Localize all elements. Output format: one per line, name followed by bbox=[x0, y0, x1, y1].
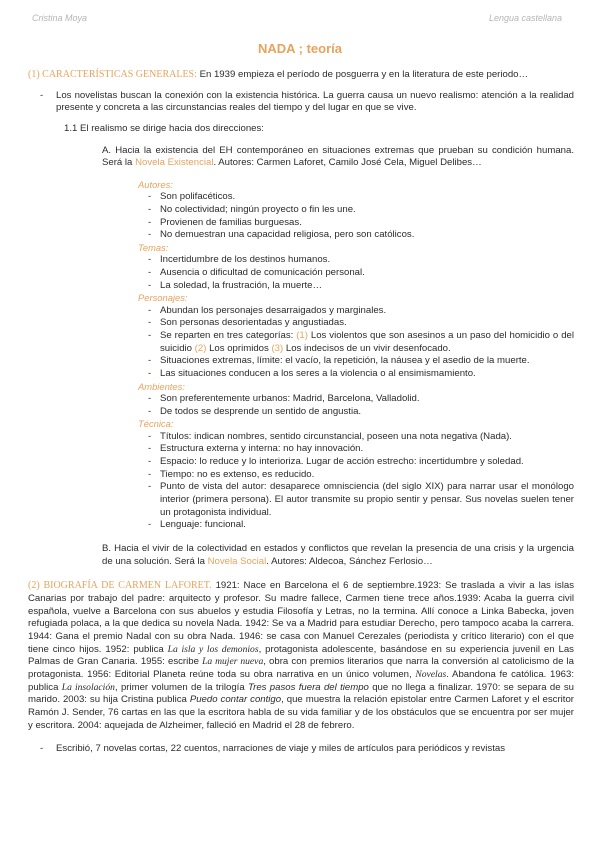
ambientes-item: De todos se desprende un sentido de angustia. bbox=[160, 405, 362, 417]
tecnica-item: Estructura externa y interna: no hay innovación. bbox=[160, 443, 364, 455]
ambientes-list bbox=[138, 393, 574, 418]
personajes-list bbox=[138, 305, 574, 381]
work-title: La isla y los demonios bbox=[167, 643, 259, 655]
list-item: - No demuestran una capacidad religiosa, pero son católicos. bbox=[138, 229, 574, 242]
page-title: NADA ; teoría bbox=[257, 41, 343, 56]
direction-b-text: B. Hacia el vivir de la colectividad en estados y conflictos que revelan la presencia de una crisis y la urgencia de una solución. Será la bbox=[102, 543, 574, 567]
list-item: - Se reparten en tres categorías: (1) Los violentos que son asesinos a un paso del homicidio o del suicidio (2) Los oprimidos (3) Los indecisos de un vivir desenfocado. bbox=[148, 330, 574, 354]
subheading-1-1: 1.1 El realismo se dirige hacia dos direcciones: bbox=[64, 122, 264, 134]
tecnica-item: Tiempo: no es extenso, es reducido. bbox=[160, 468, 315, 480]
autores-item: No colectividad; ningún proyecto o fin les une. bbox=[160, 204, 356, 215]
section2-bullet: Escribió, 7 novelas cortas, 22 cuentos, narraciones de viaje y miles de artículos para periódicos y revistas bbox=[56, 743, 505, 755]
list-item: - Situaciones extremas, límite: el vacío, la repetición, la náusea y el asedio de la muerte. bbox=[138, 355, 574, 368]
document-body bbox=[28, 68, 574, 756]
direction-a bbox=[102, 145, 574, 170]
personajes-item: Abundan los personajes desarraigados y marginales. bbox=[160, 304, 387, 316]
list-item bbox=[28, 743, 574, 756]
work-title: Novelas bbox=[415, 668, 447, 680]
list-item: - Títulos: indican nombres, sentido circunstancial, poseen una nota negativa (Nada). bbox=[138, 431, 574, 444]
header-subject: Lengua castellana bbox=[488, 13, 562, 23]
direction-b-authors: . Autores: Aldecoa, Sánchez Ferlosio… bbox=[266, 555, 433, 567]
list-item: - Son preferentemente urbanos: Madrid, Barcelona, Valladolid. bbox=[138, 393, 574, 406]
section2-biography: (2) BIOGRAFÍA DE CARMEN LAFORET. 1921: Nace en Barcelona el 6 de septiembre.1923: Se traslada a vivir a las islas Canarias por trabajo del padre: arquitecto y profesor. Su madre fallece, Carmen tiene trece años.1939: Acaba la guerra civil española, vuelve a Barcelona con sus abuelos y estudia Filosofía y Letras, no la termina. Allí conoce a Linka Babecka, joven refugiada polaca, a la que dedica su novela Nada. 1942: Se va a Madrid para estudiar Derecho, pero tampoco acaba la carrera. 1944: Gana el premio Nadal con su obra Nada. 1946: se casa con Manuel Cerezales (periodista y crítico literario) con el que tiene cinco hijos. 1952: publica La isla y los demonios, protagonista adolescente, basándose en su experiencia juvenil en Las Palmas de Gran Canaria. 1955: escribe La mujer nueva, obra con premios literarios que narra la conversión al catolicismo de la protagonista. 1956: Editorial Planeta reúne toda su obra narrativa en un único volumen, Novelas. Abandona fe católica. 1963: publica La insolación, primer volumen de la trilogía Tres pasos fuera del tiempo que no llega a finalizar. 1970: se separa de su marido. 2003: su hija Cristina publica Puedo contar contigo, que muestra la relación epistolar entre Carmen Laforet y el escritor Ramón J. Sender, 76 cartas en las que la escritora habla de su vida familiar y de los obstáculos que se encuentra por ser mujer y escritora. 2004: aquejada de Alzheimer, falleció en Madrid el 28 de febrero. bbox=[28, 580, 575, 731]
list-item: - Las situaciones conducen a los seres a la violencia o al ensimismamiento. bbox=[138, 368, 574, 381]
tecnica-list bbox=[138, 431, 574, 532]
category-temas: Temas: bbox=[138, 241, 169, 253]
header-author: Cristina Moya bbox=[32, 13, 88, 23]
tecnica-item: Lenguaje: funcional. bbox=[160, 519, 246, 531]
list-item: - Punto de vista del autor: desaparece omnisciencia (del siglo XIX) para narrar usar el monólogo interior (primera persona). El autor transmite su propio sentir y pensar. Sus novelas suelen tener un protagonista individual. bbox=[148, 481, 574, 518]
autores-item: Provienen de familias burguesas. bbox=[160, 216, 302, 228]
autores-list bbox=[138, 191, 574, 242]
autores-item: Son polifacéticos. bbox=[160, 191, 236, 203]
personajes-item: Las situaciones conducen a los seres a la violencia o al ensimismamiento. bbox=[160, 368, 476, 380]
temas-item: Ausencia o dificultad de comunicación personal. bbox=[160, 267, 365, 279]
section1-intro-text: En 1939 empieza el período de posguerra y en la literatura de este periodo… bbox=[196, 69, 529, 80]
work-title: Puedo contar contigo bbox=[189, 694, 282, 706]
temas-item: Incertidumbre de los destinos humanos. bbox=[160, 254, 331, 266]
work-title: La mujer nueva bbox=[202, 656, 264, 668]
direction-a-text: A. Hacia la existencia del EH contemporáneo en situaciones extremas que prueban su condición humana. Será la bbox=[102, 144, 574, 169]
novela-social-label: Novela Social bbox=[207, 555, 267, 567]
direction-a-authors: . Autores: Carmen Laforet, Camilo José Cela, Miguel Delibes… bbox=[213, 157, 482, 169]
category-ambientes: Ambientes: bbox=[138, 380, 185, 392]
list-item: - De todos se desprende un sentido de angustia. bbox=[138, 406, 574, 419]
category-personajes: Personajes: bbox=[138, 292, 188, 304]
list-item: - Abundan los personajes desarraigados y marginales. bbox=[138, 305, 574, 318]
personajes-categories: Se reparten en tres categorías: (1) Los violentos que son asesinos a un paso del homicidio o del suicidio (2) Los oprimidos (3) Los indecisos de un vivir desenfocado. bbox=[160, 330, 574, 354]
personajes-item: Son personas desorientadas y angustiadas. bbox=[160, 317, 347, 329]
list-item: - Ausencia o dificultad de comunicación personal. bbox=[138, 267, 574, 280]
direction-b bbox=[102, 543, 574, 568]
temas-item: La soledad, la frustración, la muerte… bbox=[160, 279, 323, 291]
section1-intro bbox=[28, 68, 574, 82]
list-item: - Son polifacéticos. bbox=[138, 191, 574, 204]
list-item: - La soledad, la frustración, la muerte… bbox=[138, 280, 574, 293]
list-item: - Estructura externa y interna: no hay innovación. bbox=[138, 443, 574, 456]
tecnica-item: Espacio: lo reduce y lo interioriza. Lugar de acción estrecho: incertidumbre y soledad. bbox=[160, 456, 524, 468]
temas-list bbox=[138, 254, 574, 292]
list-item: - Provienen de familias burguesas. bbox=[138, 217, 574, 230]
work-title: La insolación bbox=[61, 681, 115, 693]
novela-existencial-label: Novela Existencial bbox=[135, 157, 214, 169]
personajes-item: Situaciones extremas, límite: el vacío, la repetición, la náusea y el asedio de la muerte. bbox=[160, 355, 530, 367]
autores-item: No demuestran una capacidad religiosa, pero son católicos. bbox=[160, 229, 415, 241]
bullet-dash: - bbox=[40, 743, 44, 755]
tecnica-item: Títulos: indican nombres, sentido circunstancial, poseen una nota negativa (Nada). bbox=[160, 430, 512, 442]
list-item: - Lenguaje: funcional. bbox=[138, 519, 574, 532]
section1-bullet: Los novelistas buscan la conexión con la existencia histórica. La guerra causa un nuevo realismo: atención a la realidad presente y concreta a las circunstancias reales del tiempo y del lugar en que se vive. bbox=[56, 89, 574, 114]
list-item: - Tiempo: no es extenso, es reducido. bbox=[138, 469, 574, 482]
category-autores: Autores: bbox=[138, 178, 173, 190]
tecnica-item: Punto de vista del autor: desaparece omnisciencia (del siglo XIX) para narrar usar el monólogo interior (primera persona). El autor transmite su propio sentir y pensar. Sus novelas suelen tener un protagonista individual. bbox=[160, 481, 574, 518]
bullet-dash: - bbox=[40, 89, 44, 101]
category-tecnica: Técnica: bbox=[138, 418, 174, 430]
section1-heading: (1) CARACTERÍSTICAS GENERALES: bbox=[28, 69, 197, 80]
list-item: - Espacio: lo reduce y lo interioriza. Lugar de acción estrecho: incertidumbre y soledad. bbox=[138, 456, 574, 469]
work-title: Tres pasos fuera del tiempo bbox=[248, 681, 369, 693]
list-item: - No colectividad; ningún proyecto o fin les une. bbox=[138, 204, 574, 217]
list-item: - Incertidumbre de los destinos humanos. bbox=[138, 254, 574, 267]
section2-heading: (2) BIOGRAFÍA DE CARMEN LAFORET. bbox=[28, 580, 212, 592]
list-item bbox=[28, 90, 574, 115]
list-item: - Son personas desorientadas y angustiadas. bbox=[138, 317, 574, 330]
ambientes-item: Son preferentemente urbanos: Madrid, Barcelona, Valladolid. bbox=[160, 393, 420, 405]
